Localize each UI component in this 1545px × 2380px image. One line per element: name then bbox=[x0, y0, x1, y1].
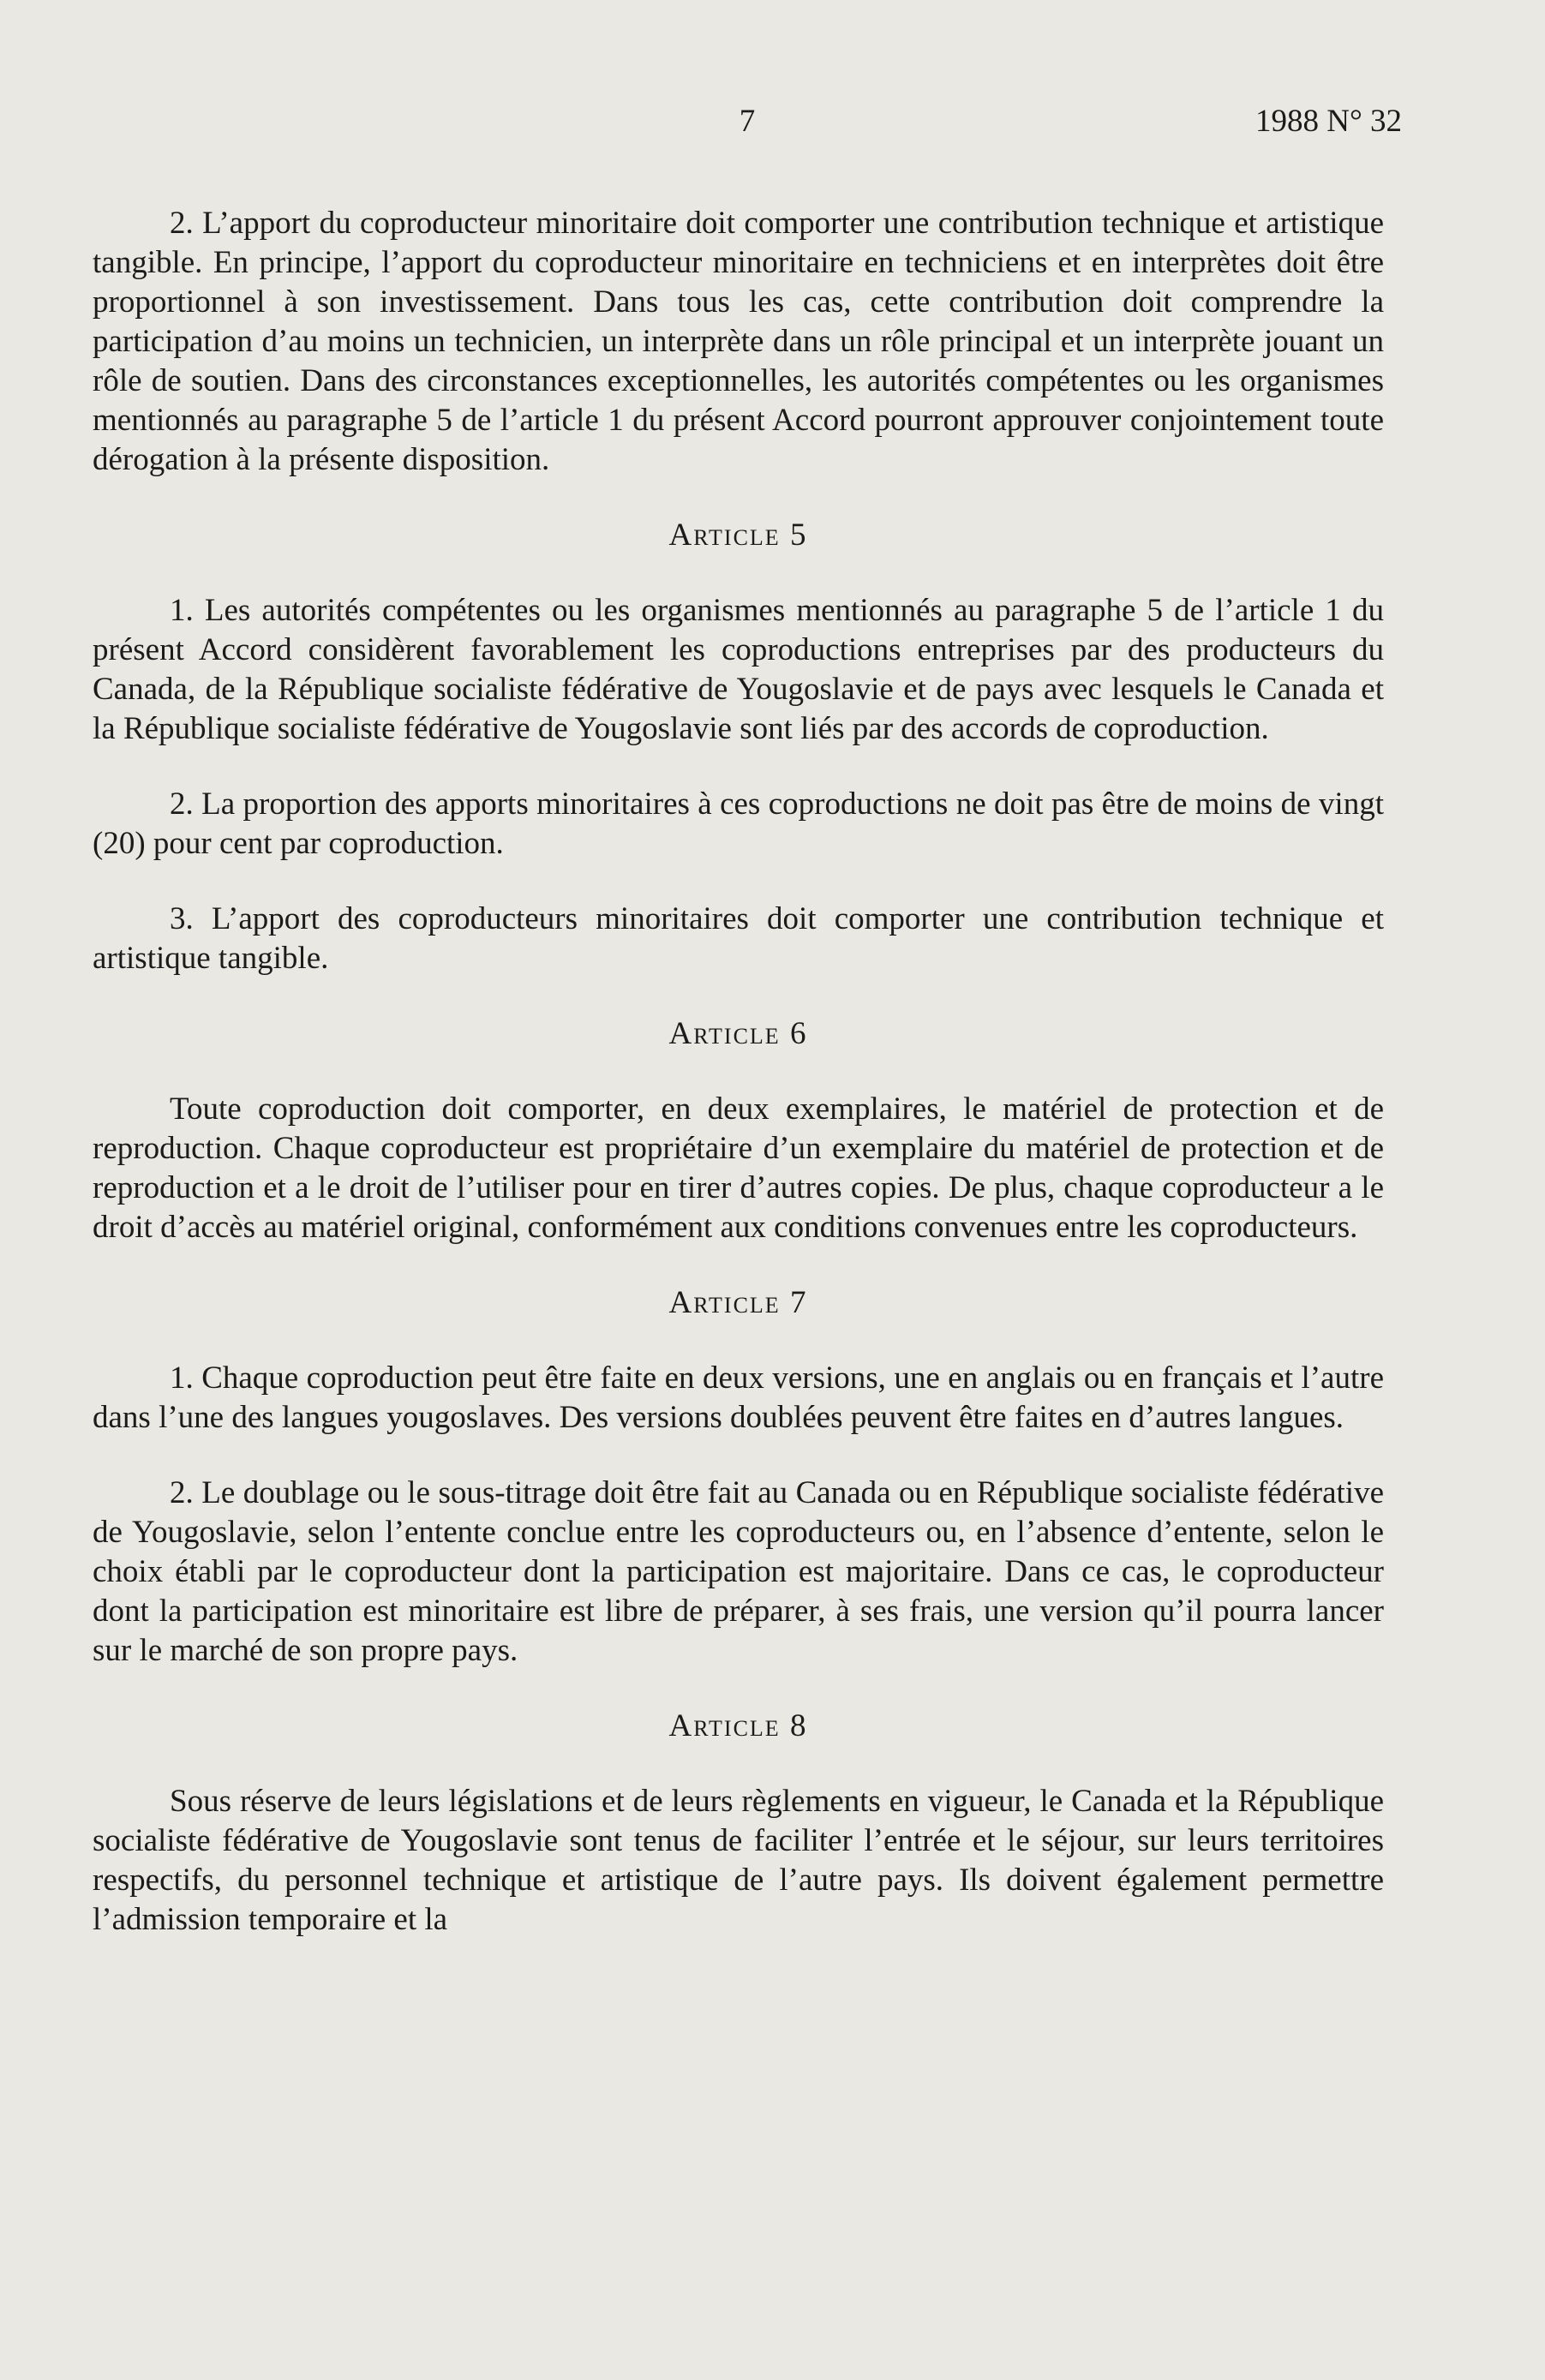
page-header bbox=[93, 103, 1402, 146]
paragraph-article7-2: 2. Le doublage ou le sous-titrage doit être fait au Canada ou en République socialiste fédérative de Yougoslavie, selon l’entente conclue entre les coproducteurs ou, en l’absence d’entente, selon le choix établi par le coproducteur dont la participation est majoritaire. Dans ce cas, le coproducteur dont la participation est minoritaire est libre de préparer, à ses frais, une version qu’il pourra lancer sur le marché de son propre pays. bbox=[93, 1475, 1384, 1668]
issue-reference: 1988 N° 32 bbox=[1255, 104, 1402, 139]
article-heading-7: Article 7 bbox=[668, 1285, 808, 1320]
paragraph-article5-3: 3. L’apport des coproducteurs minoritaires doit comporter une contribution technique et artistique tangible. bbox=[93, 901, 1384, 976]
body-text bbox=[93, 204, 1384, 1940]
article-heading-5: Article 5 bbox=[668, 517, 808, 553]
paragraph-article7-1: 1. Chaque coproduction peut être faite en deux versions, une en anglais ou en français et l’autre dans l’une des langues yougoslaves. Des versions doublées peuvent être faites en d’autres langues. bbox=[93, 1360, 1384, 1435]
page-number: 7 bbox=[739, 104, 756, 139]
article-heading-8: Article 8 bbox=[668, 1708, 808, 1743]
article-heading-6: Article 6 bbox=[668, 1016, 808, 1051]
paragraph-article4-2: 2. L’apport du coproducteur minoritaire doit comporter une contribution technique et artistique tangible. En principe, l’apport du coproducteur minoritaire en techniciens et en interprètes doit être proportionnel à son investissement. Dans tous les cas, cette contribution doit comprendre la participation d’au moins un technicien, un interprète dans un rôle principal et un interprète jouant un rôle de soutien. Dans des circonstances exceptionnelles, les autorités compétentes ou les organismes mentionnés au paragraphe 5 de l’article 1 du présent Accord pourront approuver conjointement toute dérogation à la présente disposition. bbox=[93, 206, 1384, 477]
paragraph-article5-1: 1. Les autorités compétentes ou les organismes mentionnés au paragraphe 5 de l’article 1 du présent Accord considèrent favorablement les coproductions entreprises par des producteurs du Canada, de la République socialiste fédérative de Yougoslavie et de pays avec lesquels le Canada et la République socialiste fédérative de Yougoslavie sont liés par des accords de coproduction. bbox=[93, 593, 1384, 746]
paragraph-article6: Toute coproduction doit comporter, en deux exemplaires, le matériel de protection et de reproduction. Chaque coproducteur est propriétaire d’un exemplaire du matériel de protection et de reproduction et a le droit de l’utiliser pour en tirer d’autres copies. De plus, chaque coproducteur a le droit d’accès au matériel original, conformément aux conditions convenues entre les coproducteurs. bbox=[93, 1091, 1384, 1245]
paragraph-article8: Sous réserve de leurs législations et de leurs règlements en vigueur, le Canada et la République socialiste fédérative de Yougoslavie sont tenus de faciliter l’entrée et le séjour, sur leurs territoires respectifs, du personnel technique et artistique de l’autre pays. Ils doivent également permettre l’admission temporaire et la bbox=[93, 1784, 1384, 1937]
paragraph-article5-2: 2. La proportion des apports minoritaires à ces coproductions ne doit pas être de moins de vingt (20) pour cent par coproduction. bbox=[93, 786, 1384, 861]
